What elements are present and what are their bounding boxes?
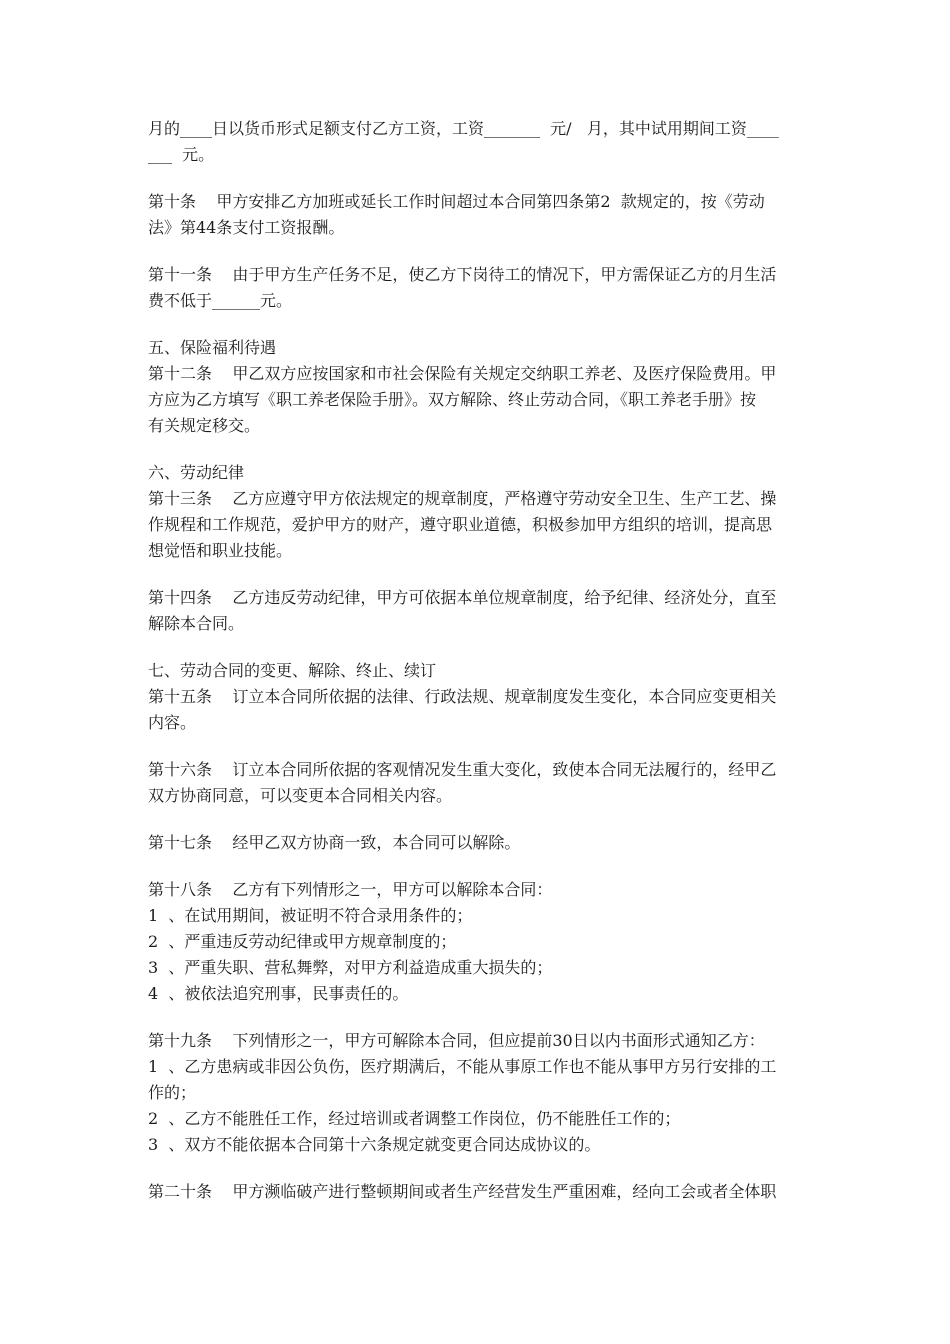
text-line: 费不低于______元。 [148, 291, 293, 310]
list-item: 2 、严重违反劳动纪律或甲方规章制度的； [148, 932, 457, 951]
paragraph-article-20 [148, 1179, 804, 1205]
paragraph-gap [148, 241, 804, 262]
paragraph-article-16 [148, 757, 804, 809]
paragraph-wage-payment [148, 116, 804, 168]
text-line: 第十三条 乙方应遵守甲方依法规定的规章制度，严格遵守劳动安全卫生、生产工艺、操 [148, 489, 777, 508]
text-line: 第十九条 下列情形之一，甲方可解除本合同，但应提前30日以内书面形式通知乙方： [148, 1031, 765, 1050]
paragraph-article-19 [148, 1028, 804, 1158]
paragraph-gap [148, 168, 804, 189]
section-insurance-welfare [148, 335, 804, 439]
paragraph-gap [148, 856, 804, 877]
text-line: 有关规定移交。 [148, 416, 261, 435]
text-line: 第十一条 由于甲方生产任务不足，使乙方下岗待工的情况下，甲方需保证乙方的月生活 [148, 265, 777, 284]
text-line: 内容。 [148, 713, 197, 732]
text-line: 方应为乙方填写《职工养老保险手册》。双方解除、终止劳动合同，《职工养老手册》按 [148, 390, 757, 409]
section-labor-discipline [148, 460, 804, 564]
paragraph-article-14 [148, 585, 804, 637]
list-item: 1 、在试用期间，被证明不符合录用条件的； [148, 906, 473, 925]
list-item: 3 、严重失职、营私舞弊，对甲方利益造成重大损失的； [148, 958, 553, 977]
document-page [148, 116, 804, 1205]
text-line: 第十四条 乙方违反劳动纪律，甲方可依据本单位规章制度，给予纪律、经济处分，直至 [148, 588, 777, 607]
text-line: 作的； [148, 1083, 197, 1102]
section-heading: 六、劳动纪律 [148, 463, 245, 482]
paragraph-article-10 [148, 189, 804, 241]
section-heading: 五、保险福利待遇 [148, 338, 277, 357]
paragraph-article-11 [148, 262, 804, 314]
text-line: 第十六条 订立本合同所依据的客观情况发生重大变化，致使本合同无法履行的，经甲乙 [148, 760, 777, 779]
paragraph-gap [148, 439, 804, 460]
paragraph-gap [148, 637, 804, 658]
paragraph-gap [148, 809, 804, 830]
section-contract-changes [148, 658, 804, 736]
text-line: 第十条 甲方安排乙方加班或延长工作时间超过本合同第四条第2 款规定的，按《劳动 [148, 192, 765, 211]
text-line: 作规程和工作规范，爱护甲方的财产，遵守职业道德，积极参加甲方组织的培训，提高思 [148, 515, 773, 534]
paragraph-gap [148, 736, 804, 757]
list-item: 3 、双方不能依据本合同第十六条规定就变更合同达成协议的。 [148, 1135, 601, 1154]
list-item: 4 、被依法追究刑事，民事责任的。 [148, 984, 409, 1003]
paragraph-gap [148, 564, 804, 585]
text-line: 第十五条 订立本合同所依据的法律、行政法规、规章制度发生变化，本合同应变更相关 [148, 687, 777, 706]
text-line: ___ 元。 [148, 145, 215, 164]
paragraph-article-18 [148, 877, 804, 1007]
text-line: 第十七条 经甲乙双方协商一致，本合同可以解除。 [148, 833, 521, 852]
text-line: 双方协商同意，可以变更本合同相关内容。 [148, 786, 453, 805]
list-item: 2 、乙方不能胜任工作，经过培训或者调整工作岗位，仍不能胜任工作的； [148, 1109, 681, 1128]
paragraph-gap [148, 314, 804, 335]
paragraph-gap [148, 1158, 804, 1179]
paragraph-gap [148, 1007, 804, 1028]
paragraph-article-17 [148, 830, 804, 856]
text-line: 想觉悟和职业技能。 [148, 541, 293, 560]
text-line: 第二十条 甲方濒临破产进行整顿期间或者生产经营发生严重困难，经向工会或者全体职 [148, 1182, 777, 1201]
text-line: 第十二条 甲乙双方应按国家和市社会保险有关规定交纳职工养老、及医疗保险费用。甲 [148, 364, 777, 383]
text-line: 月的____日以货币形式足额支付乙方工资，工资_______ 元/ 月，其中试用期间工资____ [148, 119, 779, 138]
text-line: 第十八条 乙方有下列情形之一，甲方可以解除本合同： [148, 880, 553, 899]
list-item: 1 、乙方患病或非因公负伤，医疗期满后，不能从事原工作也不能从事甲方另行安排的工 [148, 1057, 777, 1076]
text-line: 法》第44条支付工资报酬。 [148, 218, 345, 237]
section-heading: 七、劳动合同的变更、解除、终止、续订 [148, 661, 437, 680]
text-line: 解除本合同。 [148, 614, 245, 633]
